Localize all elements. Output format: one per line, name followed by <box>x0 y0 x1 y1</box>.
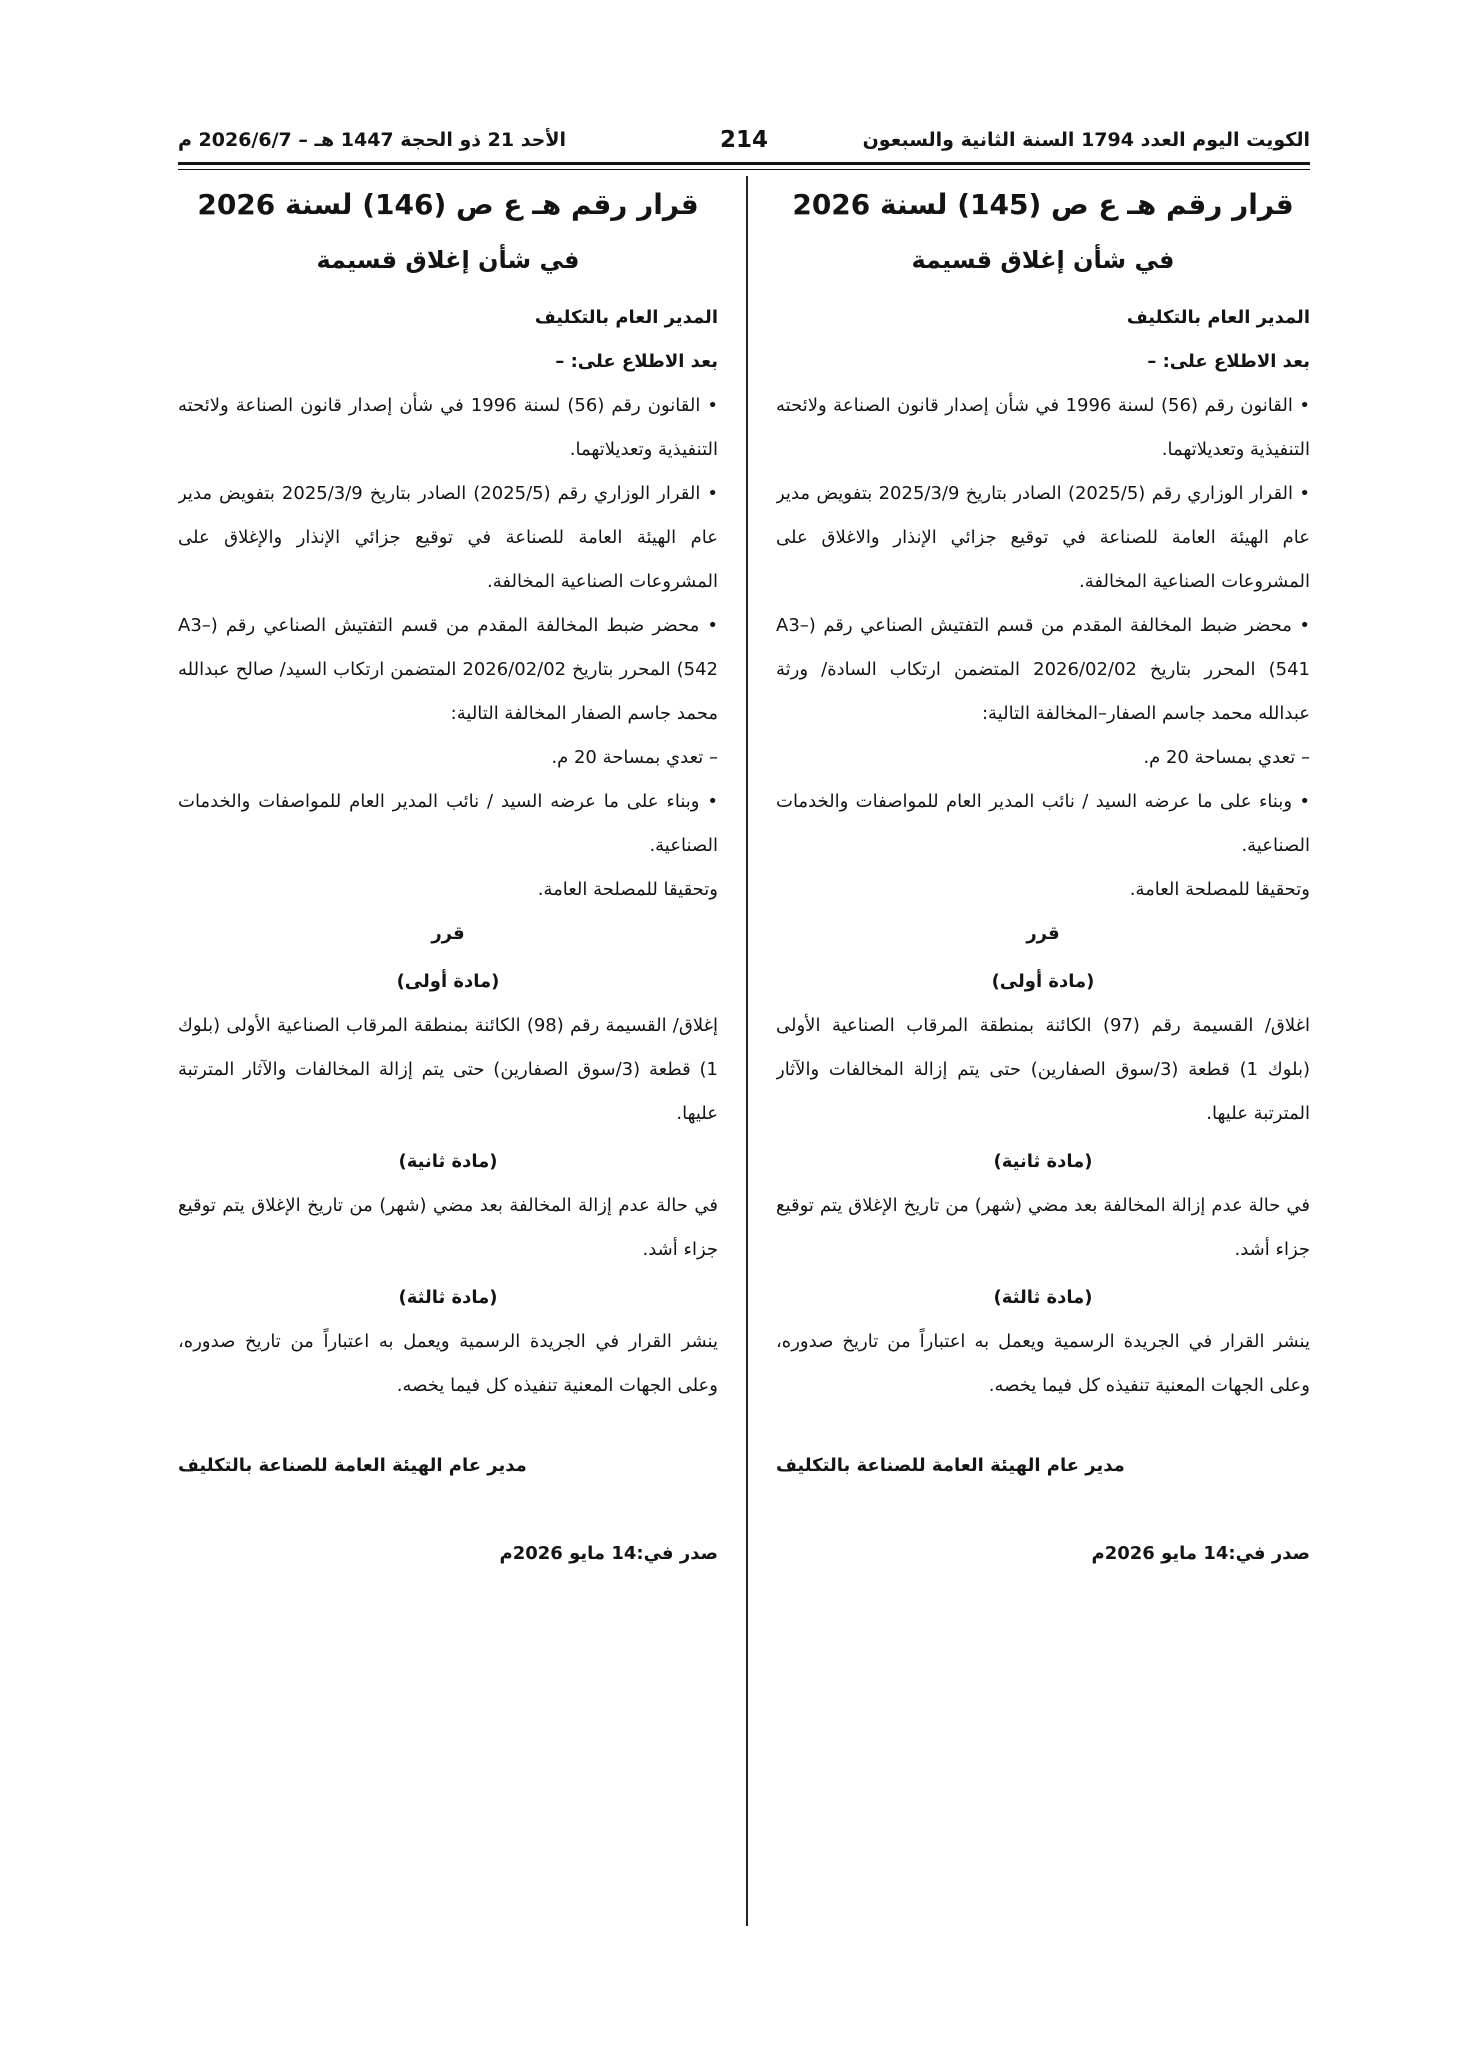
decision-title: قرار رقم هـ ع ص (146) لسنة 2026 <box>197 188 699 221</box>
recital-item: • القرار الوزاري رقم (2025/5) الصادر بتاريخ 2025/3/9 بتفويض مدير عام الهيئة العامة للصناعة في توقيع جزائي الإنذار والاغلاق على المشروعات الصناعية المخالفة. <box>776 483 1310 592</box>
recital-item: • القرار الوزاري رقم (2025/5) الصادر بتاريخ 2025/3/9 بتفويض مدير عام الهيئة العامة للصناعة في توقيع جزائي الإنذار والإغلاق على المشروعات الصناعية المخالفة. <box>178 483 718 592</box>
recital-item: • وبناء على ما عرضه السيد / نائب المدير العام للمواصفات والخدمات الصناعية. <box>178 791 718 856</box>
header-rule-thin <box>178 169 1310 170</box>
article-heading: (مادة أولى) <box>396 971 500 992</box>
article-heading: (مادة ثالثة) <box>398 1287 498 1308</box>
recital-item: • وبناء على ما عرضه السيد / نائب المدير العام للمواصفات والخدمات الصناعية. <box>776 791 1310 856</box>
issuer-line: المدير العام بالتكليف <box>1126 307 1310 328</box>
resolution-word: قرر <box>431 923 465 944</box>
article-heading: (مادة ثانية) <box>398 1151 498 1172</box>
page-header <box>178 120 1310 160</box>
article-text: اغلاق/ القسيمة رقم (97) الكائنة بمنطقة المرقاب الصناعية الأولى (بلوك 1) قطعة (3/سوق الصفارين) حتى يتم إزالة المخالفات والآثار المترتبة عليها. <box>776 1015 1310 1124</box>
article-text: في حالة عدم إزالة المخالفة بعد مضي (شهر) من تاريخ الإغلاق يتم توقيع جزاء أشد. <box>776 1195 1310 1260</box>
article-text: ينشر القرار في الجريدة الرسمية ويعمل به اعتباراً من تاريخ صدوره، وعلى الجهات المعنية تنفيذه كل فيما يخصه. <box>178 1331 718 1396</box>
recital-item: • القانون رقم (56) لسنة 1996 في شأن إصدار قانون الصناعة ولائحته التنفيذية وتعديلاتهما. <box>776 395 1310 460</box>
page-number: 214 <box>719 127 769 153</box>
signatory: مدير عام الهيئة العامة للصناعة بالتكليف <box>178 1455 527 1476</box>
preamble-line: بعد الاطلاع على: – <box>1147 351 1310 372</box>
article-text: في حالة عدم إزالة المخالفة بعد مضي (شهر) من تاريخ الإغلاق يتم توقيع جزاء أشد. <box>178 1195 718 1260</box>
issue-date: صدر في:14 مايو 2026م <box>499 1543 718 1564</box>
article-heading: (مادة أولى) <box>991 971 1095 992</box>
header-rule-thick <box>178 162 1310 165</box>
decision-subject: في شأن إغلاق قسيمة <box>911 246 1175 274</box>
decision-column-146 <box>178 180 718 2027</box>
recital-item: • محضر ضبط المخالفة المقدم من قسم التفتيش الصناعي رقم (A3–541) المحرر بتاريخ 2026/02/02 المتضمن ارتكاب السادة/ ورثة عبدالله محمد جاسم الصفار–المخالفة التالية: <box>776 615 1310 724</box>
preamble-line: بعد الاطلاع على: – <box>555 351 718 372</box>
recital-item: • القانون رقم (56) لسنة 1996 في شأن إصدار قانون الصناعة ولائحته التنفيذية وتعديلاتهما. <box>178 395 718 460</box>
publication-info: الكويت اليوم العدد 1794 السنة الثانية والسبعون <box>862 129 1310 151</box>
article-heading: (مادة ثانية) <box>993 1151 1093 1172</box>
signatory: مدير عام الهيئة العامة للصناعة بالتكليف <box>776 1455 1125 1476</box>
article-text: إغلاق/ القسيمة رقم (98) الكائنة بمنطقة المرقاب الصناعية الأولى (بلوك 1) قطعة (3/سوق الصفارين) حتى يتم إزالة المخالفات والآثار المترتبة عليها. <box>178 1015 718 1124</box>
public-interest-line: وتحقيقا للمصلحة العامة. <box>1129 879 1310 900</box>
decision-title: قرار رقم هـ ع ص (145) لسنة 2026 <box>792 188 1294 221</box>
recital-item: • محضر ضبط المخالفة المقدم من قسم التفتيش الصناعي رقم (A3–542) المحرر بتاريخ 2026/02/02 المتضمن ارتكاب السيد/ صالح عبدالله محمد جاسم الصفار المخالفة التالية: <box>178 615 718 724</box>
article-text: ينشر القرار في الجريدة الرسمية ويعمل به اعتباراً من تاريخ صدوره، وعلى الجهات المعنية تنفيذه كل فيما يخصه. <box>776 1331 1310 1396</box>
issuer-line: المدير العام بالتكليف <box>534 307 718 328</box>
issue-date-header: الأحد 21 ذو الحجة 1447 هـ – 2026/6/7 م <box>178 129 567 151</box>
column-divider <box>746 176 748 1926</box>
violation-detail: – تعدي بمساحة 20 م. <box>1143 747 1310 768</box>
decision-subject: في شأن إغلاق قسيمة <box>316 246 580 274</box>
resolution-word: قرر <box>1026 923 1060 944</box>
issue-date: صدر في:14 مايو 2026م <box>1091 1543 1310 1564</box>
public-interest-line: وتحقيقا للمصلحة العامة. <box>537 879 718 900</box>
article-heading: (مادة ثالثة) <box>993 1287 1093 1308</box>
violation-detail: – تعدي بمساحة 20 م. <box>551 747 718 768</box>
decision-column-145 <box>776 180 1310 2027</box>
